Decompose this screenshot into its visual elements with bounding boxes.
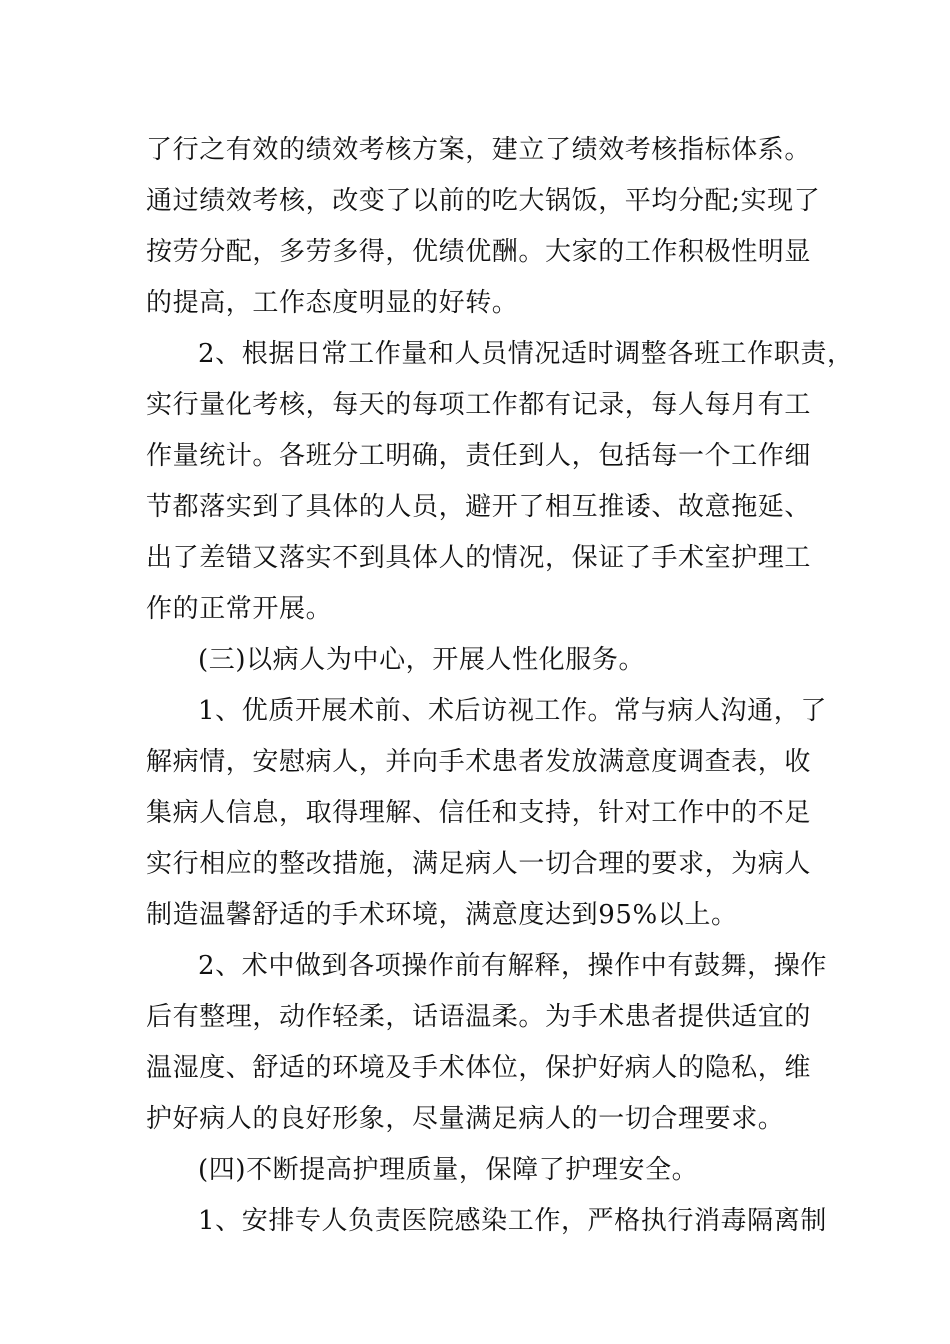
text-line: 节都落实到了具体的人员，避开了相互推诿、故意拖延、 xyxy=(146,492,812,522)
text-line: 出了差错又落实不到具体人的情况，保证了手术室护理工 xyxy=(146,543,812,573)
paragraph-start-line: 2、术中做到各项操作前有解释，操作中有鼓舞，操作 xyxy=(198,951,827,981)
text-line: 解病情，安慰病人，并向手术患者发放满意度调查表，收 xyxy=(146,747,812,777)
text-line: 按劳分配，多劳多得，优绩优酬。大家的工作积极性明显 xyxy=(146,237,812,267)
text-line: 温湿度、舒适的环境及手术体位，保护好病人的隐私，维 xyxy=(146,1053,812,1083)
text-line: 了行之有效的绩效考核方案，建立了绩效考核指标体系。 xyxy=(146,135,812,165)
text-line: 实行相应的整改措施，满足病人一切合理的要求，为病人 xyxy=(146,849,812,879)
text-line: 通过绩效考核，改变了以前的吃大锅饭，平均分配;实现了 xyxy=(146,186,821,216)
paragraph-start-line: 1、安排专人负责医院感染工作，严格执行消毒隔离制 xyxy=(198,1206,827,1236)
text-line: 护好病人的良好形象，尽量满足病人的一切合理要求。 xyxy=(146,1104,785,1134)
text-line: 制造温馨舒适的手术环境，满意度达到95%以上。 xyxy=(146,900,738,930)
paragraph-start-line: 1、优质开展术前、术后访视工作。常与病人沟通，了 xyxy=(198,696,827,726)
text-line: 实行量化考核，每天的每项工作都有记录，每人每月有工 xyxy=(146,390,812,420)
section-heading-three: (三)以病人为中心，开展人性化服务。 xyxy=(198,645,646,675)
text-line: 集病人信息，取得理解、信任和支持，针对工作中的不足 xyxy=(146,798,812,828)
text-line: 作量统计。各班分工明确，责任到人，包括每一个工作细 xyxy=(146,441,812,471)
text-line: 的提高，工作态度明显的好转。 xyxy=(146,288,519,318)
section-heading-four: (四)不断提高护理质量，保障了护理安全。 xyxy=(198,1155,699,1185)
paragraph-start-line: 2、根据日常工作量和人员情况适时调整各班工作职责， xyxy=(198,339,854,369)
text-line: 后有整理，动作轻柔，话语温柔。为手术患者提供适宜的 xyxy=(146,1002,812,1032)
text-line: 作的正常开展。 xyxy=(146,594,333,624)
